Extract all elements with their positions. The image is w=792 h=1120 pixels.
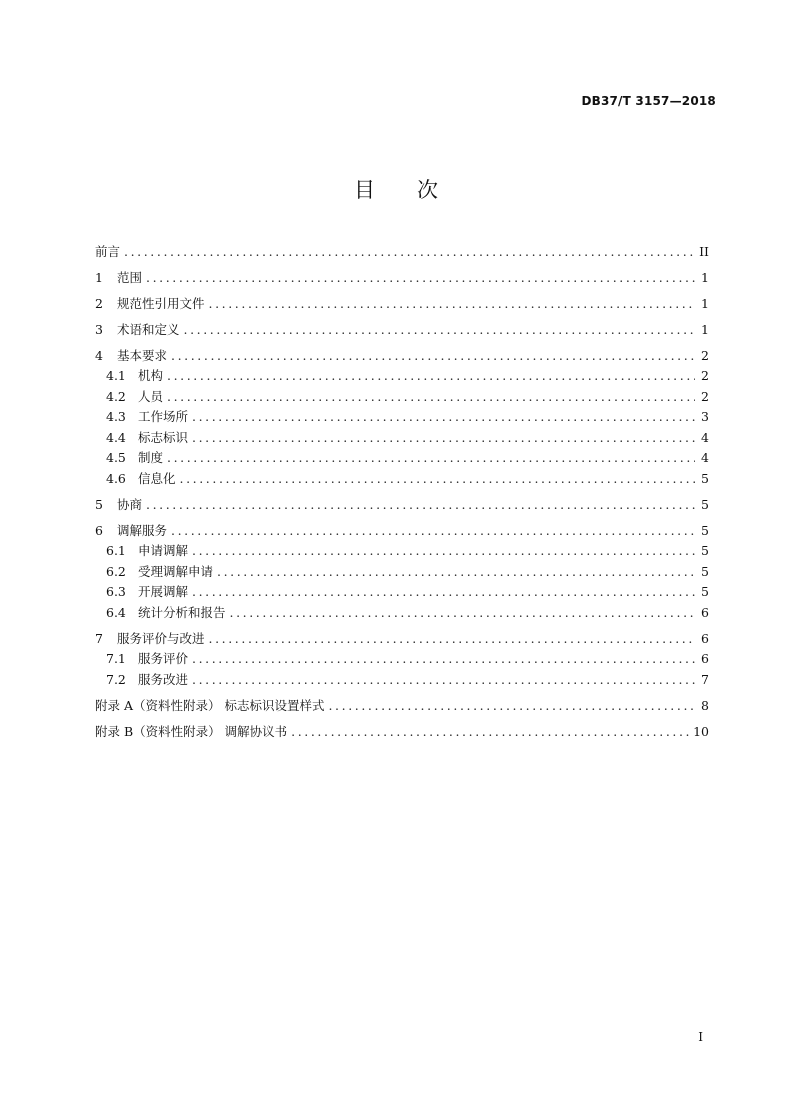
toc-entry[interactable] <box>95 242 709 262</box>
toc-entry-number: 2 <box>95 296 103 311</box>
toc-entry-page: 4 <box>701 429 709 445</box>
toc-entry-page: 6 <box>701 604 709 620</box>
toc-entry[interactable] <box>95 469 709 490</box>
toc-entry-number: 6.4 <box>106 604 126 620</box>
toc-entry-label: 基本要求 <box>117 348 168 363</box>
toc-entry-label: 人员 <box>138 388 164 404</box>
toc-entry-number: 7.2 <box>106 671 126 687</box>
toc-entry-number: 4.4 <box>106 429 126 445</box>
toc-entry-label: 标志标识 <box>138 429 189 445</box>
toc-entry-page: 2 <box>701 348 709 363</box>
toc-entry-page: 1 <box>701 270 709 285</box>
toc-leader-dots <box>146 497 695 512</box>
toc-entry-label: 附录 A（资料性附录） 标志标识设置样式 <box>95 698 325 713</box>
toc-entry[interactable] <box>95 407 709 428</box>
toc-entry-label: 服务评价 <box>138 651 189 666</box>
toc-entry-label: 统计分析和报告 <box>138 604 226 620</box>
toc-entry[interactable] <box>95 541 709 562</box>
toc-entry-number: 6.2 <box>106 563 126 579</box>
document-code: DB37/T 3157—2018 <box>581 94 716 108</box>
toc-entry[interactable] <box>95 582 709 603</box>
toc-entry[interactable] <box>95 521 709 541</box>
toc-leader-dots <box>171 523 695 538</box>
toc-leader-dots <box>209 631 695 646</box>
toc-leader-dots <box>192 409 695 424</box>
toc-entry[interactable] <box>95 629 709 649</box>
toc-leader-dots <box>230 605 695 620</box>
toc-entry-page: 5 <box>701 563 709 579</box>
toc-entry[interactable] <box>95 387 709 408</box>
toc-leader-dots <box>209 296 695 311</box>
toc-leader-dots <box>180 471 695 486</box>
toc-entry-label: 规范性引用文件 <box>117 296 205 311</box>
toc-entry-page: 2 <box>701 388 709 404</box>
toc-entry-label: 机构 <box>138 368 164 383</box>
toc-entry-label: 前言 <box>95 244 121 259</box>
toc-entry-number: 6 <box>95 523 103 538</box>
toc-entry-number: 7 <box>95 631 103 646</box>
toc-leader-dots <box>192 430 695 445</box>
toc-entry-number: 6.3 <box>106 584 126 599</box>
toc-entry-number: 4 <box>95 348 103 363</box>
toc-leader-dots <box>171 348 695 363</box>
toc-leader-dots <box>167 368 695 383</box>
toc-entry-number: 1 <box>95 270 103 285</box>
toc-entry-label: 工作场所 <box>138 409 189 424</box>
toc-entry[interactable] <box>95 603 709 624</box>
toc-leader-dots <box>192 651 695 666</box>
toc-entry[interactable] <box>95 428 709 449</box>
toc-leader-dots <box>167 389 695 404</box>
toc-leader-dots <box>291 724 689 739</box>
toc-entry-page: 2 <box>701 368 709 383</box>
toc-entry-number: 6.1 <box>106 543 126 558</box>
toc-leader-dots <box>146 270 695 285</box>
toc-entry-page: 5 <box>701 470 709 486</box>
toc-entry[interactable] <box>95 268 709 288</box>
toc-leader-dots <box>217 564 695 579</box>
toc-entry-page: 8 <box>701 698 709 713</box>
toc-entry[interactable] <box>95 562 709 583</box>
toc-entry-number: 4.1 <box>106 368 126 383</box>
toc-leader-dots <box>328 698 695 713</box>
toc-leader-dots <box>192 584 695 599</box>
toc-entry-label: 服务评价与改进 <box>117 631 205 646</box>
toc-entry-label: 协商 <box>117 497 143 512</box>
toc-entry-label: 范围 <box>117 270 143 285</box>
toc-entry-page: 4 <box>701 450 709 465</box>
toc-entry-label: 附录 B（资料性附录） 调解协议书 <box>95 724 288 739</box>
toc-entry-label: 受理调解申请 <box>138 563 214 579</box>
toc-entry-page: 10 <box>693 724 709 739</box>
toc-leader-dots <box>192 543 695 558</box>
toc-entry-page: 5 <box>701 543 709 558</box>
toc-entry-number: 7.1 <box>106 651 126 666</box>
toc-entry-page: 1 <box>701 296 709 311</box>
toc-leader-dots <box>192 672 695 687</box>
page-title: 目次 <box>354 178 480 202</box>
toc-entry-label: 调解服务 <box>117 523 168 538</box>
toc-entry-page: 5 <box>701 523 709 538</box>
toc-entry-number: 5 <box>95 497 103 512</box>
toc-leader-dots <box>124 244 695 259</box>
toc-entry[interactable] <box>95 670 709 691</box>
toc-entry[interactable] <box>95 649 709 670</box>
toc-entry-page: 6 <box>701 631 709 646</box>
toc-entry[interactable] <box>95 294 709 314</box>
toc-entry-label: 信息化 <box>138 470 176 486</box>
toc-entry-label: 术语和定义 <box>117 322 180 337</box>
toc-entry-number: 4.5 <box>106 450 126 465</box>
toc-entry[interactable] <box>95 366 709 387</box>
toc-entry-label: 开展调解 <box>138 584 189 599</box>
toc-entry[interactable] <box>95 495 709 515</box>
toc-entry[interactable] <box>95 448 709 469</box>
toc-entry-label: 制度 <box>138 450 164 465</box>
toc-leader-dots <box>167 450 695 465</box>
toc-entry-page: II <box>699 244 709 259</box>
toc-entry-number: 4.3 <box>106 409 126 424</box>
toc-entry[interactable] <box>95 346 709 366</box>
table-of-contents <box>95 236 709 742</box>
toc-entry[interactable] <box>95 722 709 742</box>
toc-entry-number: 3 <box>95 322 103 337</box>
toc-entry-page: 1 <box>701 322 709 337</box>
toc-entry-label: 服务改进 <box>138 671 189 687</box>
toc-entry-page: 3 <box>701 409 709 424</box>
toc-entry[interactable] <box>95 696 709 716</box>
toc-entry-page: 5 <box>701 584 709 599</box>
toc-entry-number: 4.2 <box>106 388 126 404</box>
toc-entry-number: 4.6 <box>106 470 126 486</box>
toc-leader-dots <box>184 322 695 337</box>
page-number: I <box>698 1030 703 1044</box>
toc-entry-page: 5 <box>701 497 709 512</box>
toc-entry-page: 7 <box>701 671 709 687</box>
toc-entry-label: 申请调解 <box>138 543 189 558</box>
toc-entry[interactable] <box>95 320 709 340</box>
toc-entry-page: 6 <box>701 651 709 666</box>
